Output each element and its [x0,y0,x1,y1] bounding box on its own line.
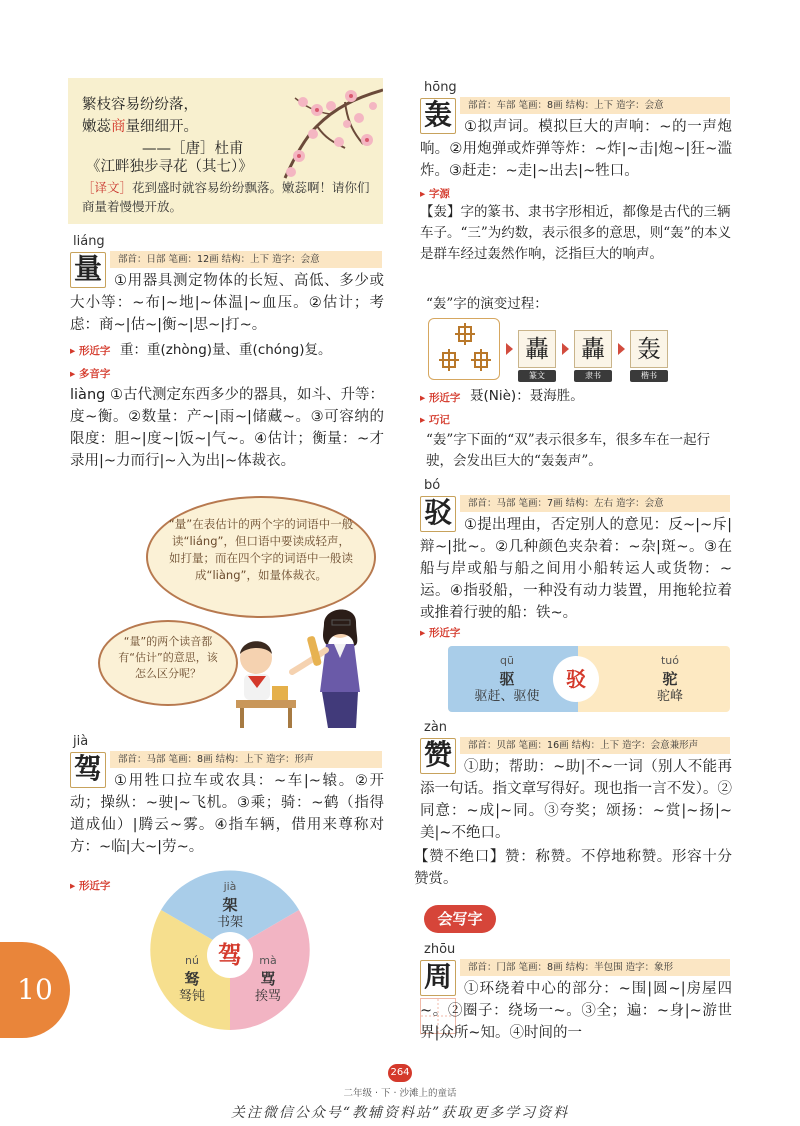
evo-regular-char: 轰 [630,330,668,368]
liang-char: 量 [70,252,106,288]
evo-clerical-label: 隶书 [574,370,612,382]
wheel-right-pinyin: mà [259,954,277,967]
bo-sim-right-char: 驼 [662,670,678,688]
poem-line-2-post: 量细细开。 [125,119,198,135]
wheel-left-pinyin: nú [185,954,199,967]
wheel-left-char: 驽 [184,970,200,988]
zan-char: 赞 [420,738,456,774]
jia-similar-tag-text: 形近字 [78,880,111,892]
evo-seal-char: 轟 [518,330,556,368]
hong-similar-tag: ▸ 形近字 [420,392,461,404]
footer-book-title: 二年级 · 下 · 沙滩上的童话 [343,1088,457,1099]
hong-pinyin: hōng [424,80,457,95]
zan-pinyin: zàn [424,720,448,735]
speech-bubble-student: “量”的两个读音都有“估计”的意思，该怎么区分呢？ [98,620,238,706]
poem-line-1: 繁枝容易纷纷落， [82,97,198,113]
hong-oracle-box [428,318,500,380]
bo-similar-tag: ▸ 形近字 [420,627,461,639]
bo-sim-right-label [620,652,720,706]
hong-char: 轰 [420,98,456,134]
speech-bubble-teacher: “量”在表估计的两个字的词语中一般读“liáng”，但口语中要读成轻声，如打量；而在四个字的词语中一般读成“liàng”，如量体裁衣。 [146,496,376,618]
wheel-top-word: 书架 [216,915,243,930]
jia-pinyin: jià [73,734,89,749]
hong-origin-tag-text: 字源 [428,188,450,200]
poem-line-2 [82,118,198,136]
liang-multi-tag: ▸ 多音字 [70,368,111,380]
bo-sim-right-pinyin: tuó [660,654,679,667]
bo-info: 部首：马部 笔画：7画 结构：左右 造字：会意 [460,495,730,512]
zhou-pinyin: zhōu [424,942,456,957]
jia-char: 驾 [70,752,106,788]
bo-sim-left-char: 驱 [499,670,515,688]
evo-seal-label: 篆文 [518,370,556,382]
bo-sim-left-label [448,652,566,706]
jia-similar-tag: ▸ 形近字 [70,880,111,892]
liang-info: 部首：日部 笔画：12画 结构：上下 造字：会意 [110,251,382,268]
hong-info: 部首：车部 笔画：8画 结构：上下 造字：会意 [460,97,730,114]
evo-clerical-char: 轟 [574,330,612,368]
hong-origin-tag: ▸ 字源 [420,188,450,200]
hong-similar-text: 聂(Niè)：聂海胜。 [470,388,584,404]
bo-sim-center-char: 驳 [553,656,599,702]
translation-text: 花到盛时就容易纷纷飘落。嫩蕊啊！请你们商量着慢慢开放。 [82,180,370,214]
liang-similar-tag-text: 形近字 [78,345,111,357]
bo-char: 驳 [420,496,456,532]
poem-box [68,78,383,224]
poem-highlight-char: 商 [111,119,126,135]
bo-similar-tag-text: 形近字 [428,627,461,639]
evo-arrow-2 [562,343,569,355]
oracle-script-glyph [429,319,501,381]
jia-info: 部首：马部 笔画：8画 结构：上下 造字：形声 [110,751,382,768]
poem-source: 《江畔独步寻花（其七）》 [86,159,253,175]
liang-similar-text: 重：重(zhòng)量、重(chóng)复。 [120,342,332,358]
liang-multi-definition: liàng ①古代测定东西多少的器具，如斗、升等：度~衡。②数量：产~|雨~|储藏~。③可容纳的限度：胆~|度~|饭~|气~。④估计；衡量：~才录用|~力而行|~入为出|~体裁衣。 [70,387,384,469]
poem-translation [82,178,372,216]
wheel-center-char: 驾 [207,932,253,978]
plum-blossom-illustration [255,78,383,188]
bo-sim-left-pinyin: qū [500,654,514,667]
translation-label: ［译文］ [82,180,133,195]
page-number-tab: 10 [0,942,70,1038]
evo-regular-label: 楷书 [630,370,668,382]
jia-definition: ①用牲口拉车或农具：~车|~辕。②开动；操纵：~驶|~飞机。③乘；骑：~鹤（指得道成仙）|腾云~雾。④指车辆，借用来尊称对方：~临|大~|劳~。 [70,773,384,855]
hong-origin-text: 【轰】字的篆书、隶书字形相近，都像是古代的三辆车子。“三”为约数，表示很多的意思，则“轰”的本义是群车经过轰然作响，泛指巨大的响声。 [420,204,732,262]
hong-definition: ①拟声词。模拟巨大的声响：~的一声炮响。②用炮弹或炸弹等炸：~炸|~击|炮~|狂~滥炸。③赶走：~走|~出去|~牲口。 [420,119,732,179]
zan-info: 部首：贝部 笔画：16画 结构：上下 造字：会意兼形声 [460,737,730,754]
page-badge: 264 [388,1064,412,1082]
hong-tip-text: “轰”字下面的“双”表示很多车，很多车在一起行驶，会发出巨大的“轰轰声”。 [426,432,711,469]
hong-tip-tag: ▸ 巧记 [420,414,450,426]
zhou-info: 部首：冂部 笔画：8画 结构：半包围 造字：象形 [460,959,730,976]
evo-arrow-1 [506,343,513,355]
bo-pinyin: bó [424,478,441,493]
teacher-student-illustration [232,600,382,728]
zan-definition: ①助；帮助：~助|不~一词（别人不能再添一句话。指文章写得好。现也指一言不发）。②同意：~成|~同。③夸奖；颂扬：~赏|~扬|~美|~不绝口。 [420,759,732,841]
bo-sim-left-word: 驱赶、驱使 [474,689,540,704]
hong-similar-tag-text: 形近字 [428,392,461,404]
wheel-right-word: 挨骂 [254,989,281,1004]
liang-pinyin: liáng [73,234,105,249]
wheel-top-char: 架 [222,896,238,914]
wheel-segment-top [200,878,260,932]
bo-definition: ①提出理由，否定别人的意见：反~|~斥|辩~|批~。②几种颜色夹杂着：~杂|斑~。③在船与岸或船与船之间用小船转运人或货物：~运。④指驳船，一种没有动力装置，用拖轮拉着或推着行驶的船：铁~。 [420,517,732,621]
footer-note: 关注微信公众号“教辅资料站”获取更多学习资料 [230,1105,570,1121]
evo-arrow-3 [618,343,625,355]
zhou-char: 周 [420,960,456,996]
poem-line-2-pre: 嫩蕊 [82,119,111,135]
liang-multi-tag-text: 多音字 [78,368,111,380]
wheel-right-char: 骂 [260,970,276,988]
huixie-section-badge: 会写字 [424,905,496,933]
wheel-top-pinyin: jià [223,880,237,893]
zhou-definition: ①环绕着中心的部分：~围|圆~|房屋四~。②圈子：绕场一~。③全；遍：~身|~游世界|众所~知。④时间的一 [420,981,732,1041]
liang-similar-tag: ▸ 形近字 [70,345,111,357]
liang-definition: ①用器具测定物体的长短、高低、多少或大小等：~布|~地|~体温|~血压。②估计；考虑：商~|估~|衡~|思~|打~。 [70,273,384,333]
zan-idiom: 【赞不绝口】赞：称赞。不停地称赞。形容十分赞赏。 [414,849,732,887]
hong-tip-tag-text: 巧记 [428,414,450,426]
bo-sim-right-word: 驼峰 [656,689,683,704]
wheel-left-word: 驽钝 [178,989,205,1004]
hong-evolution-title: “轰”字的演变过程： [426,296,548,312]
poem-author: ——［唐］杜甫 [142,141,244,157]
